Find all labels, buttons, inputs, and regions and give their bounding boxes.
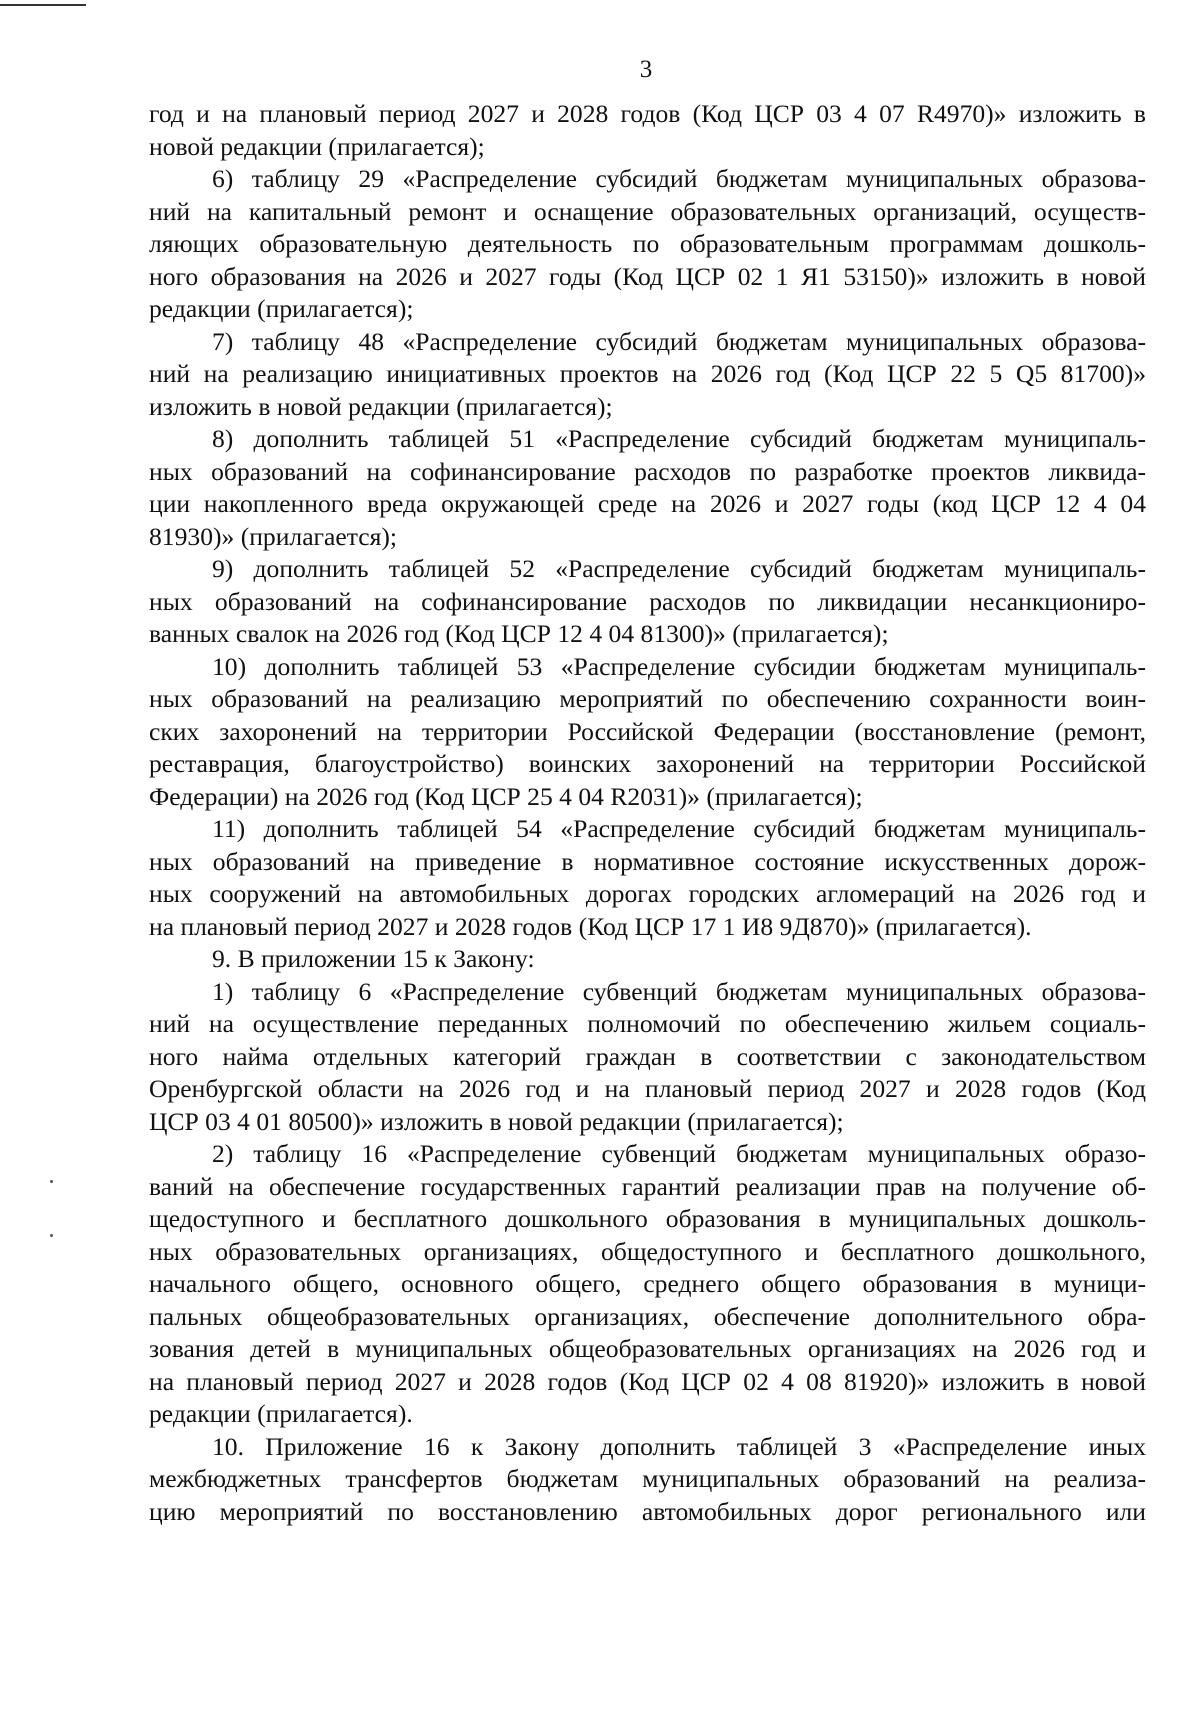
text-line: на плановый период 2027 и 2028 годов (Код ЦСР 17 1 И8 9Д870)» (прилагается). xyxy=(149,911,1032,941)
text-line: пальных общеобразовательных организациях, обеспечение дополнительного обра- xyxy=(149,1301,1146,1331)
text-line: цию мероприятий по восстановлению автомобильных дорог регионального или xyxy=(149,1496,1146,1526)
document-body xyxy=(149,98,1146,1528)
text-line: ванных свалок на 2026 год (Код ЦСР 12 4 04 81300)» (прилагается); xyxy=(149,619,889,648)
text-line: ных образовательных организациях, общедоступного и бесплатного дошкольного, xyxy=(149,1236,1146,1266)
text-line: ных образований на приведение в нормативное состояние искусственных дорож- xyxy=(149,846,1146,876)
text-line: ных образований на софинансирование расходов по ликвидации несанкциониро- xyxy=(149,586,1146,616)
text-line: начального общего, основного общего, среднего общего образования в муници- xyxy=(149,1269,1146,1298)
text-line: реставрация, благоустройство) воинских захоронений на территории Российской xyxy=(149,749,1146,778)
text-line: 81930)» (прилагается); xyxy=(149,521,398,551)
text-line: ных образований на софинансирование расходов по разработке проектов ликвида- xyxy=(149,456,1146,486)
text-line: 9) дополнить таблицей 52 «Распределение субсидий бюджетам муниципаль- xyxy=(212,554,1146,583)
text-line: ляющих образовательную деятельность по образовательным программам дошколь- xyxy=(149,229,1146,258)
text-line: 10) дополнить таблицей 53 «Распределение субсидии бюджетам муниципаль- xyxy=(212,651,1146,681)
text-line: редакции (прилагается). xyxy=(149,1399,413,1428)
text-line: ных сооружений на автомобильных дорогах городских агломераций на 2026 год и xyxy=(149,879,1146,908)
text-line: 8) дополнить таблицей 51 «Распределение субсидий бюджетам муниципаль- xyxy=(212,424,1146,453)
text-line: 7) таблицу 48 «Распределение субсидий бюджетам муниципальных образова- xyxy=(212,326,1146,356)
text-line: ЦСР 03 4 01 80500)» изложить в новой редакции (прилагается); xyxy=(149,1106,844,1136)
text-line: год и на плановый период 2027 и 2028 годов (Код ЦСР 03 4 07 R4970)» изложить в xyxy=(149,99,1146,128)
text-line: 2) таблицу 16 «Распределение субвенций бюджетам муниципальных образо- xyxy=(212,1139,1146,1168)
text-line: ного найма отдельных категорий граждан в соответствии с законодательством xyxy=(149,1041,1146,1071)
text-line: Федерации) на 2026 год (Код ЦСР 25 4 04 R2031)» (прилагается); xyxy=(149,781,863,811)
text-line: 6) таблицу 29 «Распределение субсидий бюджетам муниципальных образова- xyxy=(212,164,1146,193)
scan-speck xyxy=(50,1234,53,1237)
text-line: редакции (прилагается); xyxy=(149,294,414,323)
text-line: новой редакции (прилагается); xyxy=(149,131,485,161)
text-line: на плановый период 2027 и 2028 годов (Код ЦСР 02 4 08 81920)» изложить в новой xyxy=(149,1366,1146,1396)
text-line: ции накопленного вреда окружающей среде на 2026 и 2027 годы (код ЦСР 12 4 04 xyxy=(149,489,1146,518)
text-line: 10. Приложение 16 к Закону дополнить таблицей 3 «Распределение иных xyxy=(212,1431,1146,1461)
page-number: 3 xyxy=(639,56,653,83)
text-line: 11) дополнить таблицей 54 «Распределение субсидий бюджетам муниципаль- xyxy=(212,814,1146,843)
text-line: 1) таблицу 6 «Распределение субвенций бюджетам муниципальных образова- xyxy=(212,976,1146,1006)
text-line: зования детей в муниципальных общеобразовательных организациях на 2026 год и xyxy=(149,1334,1146,1363)
text-line: Оренбургской области на 2026 год и на плановый период 2027 и 2028 годов (Код xyxy=(149,1074,1146,1103)
scan-speck xyxy=(50,1180,53,1183)
text-line: щедоступного и бесплатного дошкольного образования в муниципальных дошколь- xyxy=(149,1204,1146,1233)
text-line: ний на осуществление переданных полномочий по обеспечению жильем социаль- xyxy=(149,1009,1146,1038)
scan-top-rule xyxy=(0,4,86,6)
text-line: ваний на обеспечение государственных гарантий реализации прав на получение об- xyxy=(149,1171,1146,1201)
text-line: изложить в новой редакции (прилагается); xyxy=(149,391,613,421)
text-line: 9. В приложении 15 к Закону: xyxy=(212,944,535,973)
text-line: ных образований на реализацию мероприятий по обеспечению сохранности воин- xyxy=(149,684,1146,713)
text-line: ских захоронений на территории Российской Федерации (восстановление (ремонт, xyxy=(149,716,1146,746)
text-line: ний на капитальный ремонт и оснащение образовательных организаций, осуществ- xyxy=(149,196,1146,226)
text-line: ний на реализацию инициативных проектов на 2026 год (Код ЦСР 22 5 Q5 81700)» xyxy=(149,359,1146,388)
text-line: межбюджетных трансфертов бюджетам муниципальных образований на реализа- xyxy=(149,1464,1146,1493)
text-line: ного образования на 2026 и 2027 годы (Код ЦСР 02 1 Я1 53150)» изложить в новой xyxy=(149,261,1146,291)
